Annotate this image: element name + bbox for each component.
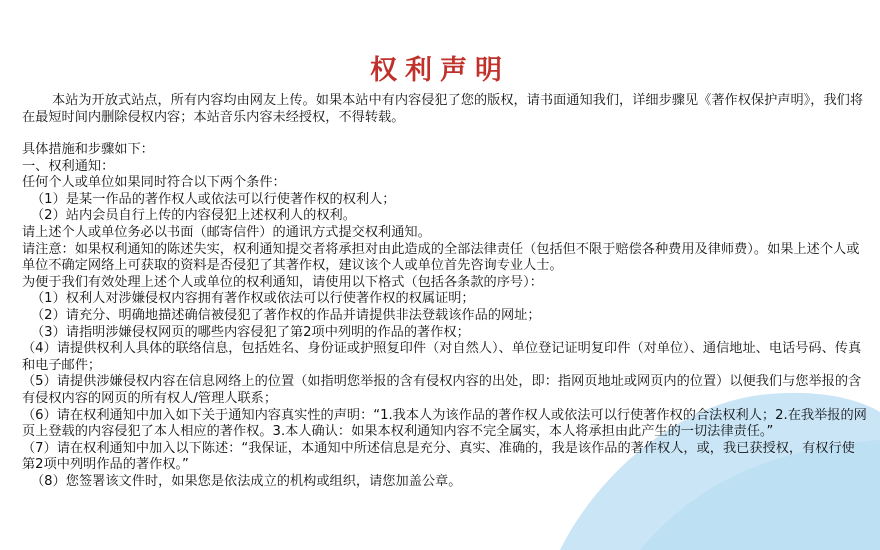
- condition-item-1: （1）是某一作品的著作权人或依法可以行使著作权的权利人；: [31, 191, 396, 207]
- steps-section: [22, 142, 867, 490]
- intro-paragraph: [22, 92, 867, 126]
- notice-warning: 请注意：如果权利通知的陈述失实，权利通知提交者将承担对由此造成的全部法律责任（包括但不限于赔偿各种费用及律师费）。如果上述个人或单位不确定网络上可获取的资料是否侵犯了其著作权，建议该个人或单位首先咨询专业人士。: [22, 241, 860, 274]
- conditions-intro: 任何个人或单位如果同时符合以下两个条件：: [22, 175, 286, 191]
- format-item-3: （3）请指明涉嫌侵权网页的哪些内容侵犯了第2项中列明的作品的著作权；: [31, 324, 470, 340]
- condition-item-2: （2）站内会员自行上传的内容侵犯上述权利人的权利。: [31, 208, 356, 224]
- format-item-6: （6）请在权利通知中加入如下关于通知内容真实性的声明：“1.我本人为该作品的著作权人或依法可以行使著作权的合法权利人；2.在我举报的网页上登载的内容侵犯了本人相应的著作权。3.本人确认：如果本权利通知内容不完全属实，本人将承担由此产生的一切法律责任。”: [22, 407, 867, 440]
- format-item-7: （7）请在权利通知中加入以下陈述：“我保证，本通知中所述信息是充分、真实、准确的，我是该作品的著作权人，或，我已获授权，有权行使第2项中列明作品的著作权。”: [22, 440, 855, 473]
- section-heading-rights-notice: 一、权利通知：: [22, 158, 115, 174]
- format-item-5: （5）请提供涉嫌侵权内容在信息网络上的位置（如指明您举报的含有侵权内容的出处，即：指网页地址或网页内的位置）以便我们与您举报的含有侵权内容的网页的所有权人/管理人联系；: [22, 374, 862, 406]
- submission-requirement: 请上述个人或单位务必以书面（邮寄信件）的通讯方式提交权利通知。: [22, 224, 431, 240]
- intro-text: 本站为开放式站点，所有内容均由网友上传。如果本站中有内容侵犯了您的版权，请书面通知我们，详细步骤见《著作权保护声明》，我们将在最短时间内删除侵权内容；本站音乐内容未经授权，不得转载。: [22, 93, 864, 125]
- format-item-4: （4）请提供权利人具体的联络信息，包括姓名、身份证或护照复印件（对自然人）、单位登记证明复印件（对单位）、通信地址、电话号码、传真和电子邮件；: [22, 341, 862, 373]
- format-item-2: （2）请充分、明确地描述确信被侵犯了著作权的作品并请提供非法登载该作品的网址；: [31, 307, 541, 323]
- format-item-8: （8）您签署该文件时，如果您是依法成立的机构或组织，请您加盖公章。: [31, 473, 462, 489]
- format-item-1: （1）权利人对涉嫌侵权内容拥有著作权或依法可以行使著作权的权属证明；: [31, 291, 475, 307]
- format-intro: 为便于我们有效处理上述个人或单位的权利通知，请使用以下格式（包括各条款的序号）：: [22, 274, 543, 290]
- steps-heading: 具体措施和步骤如下：: [22, 142, 154, 157]
- page-title: 权利声明: [370, 55, 510, 86]
